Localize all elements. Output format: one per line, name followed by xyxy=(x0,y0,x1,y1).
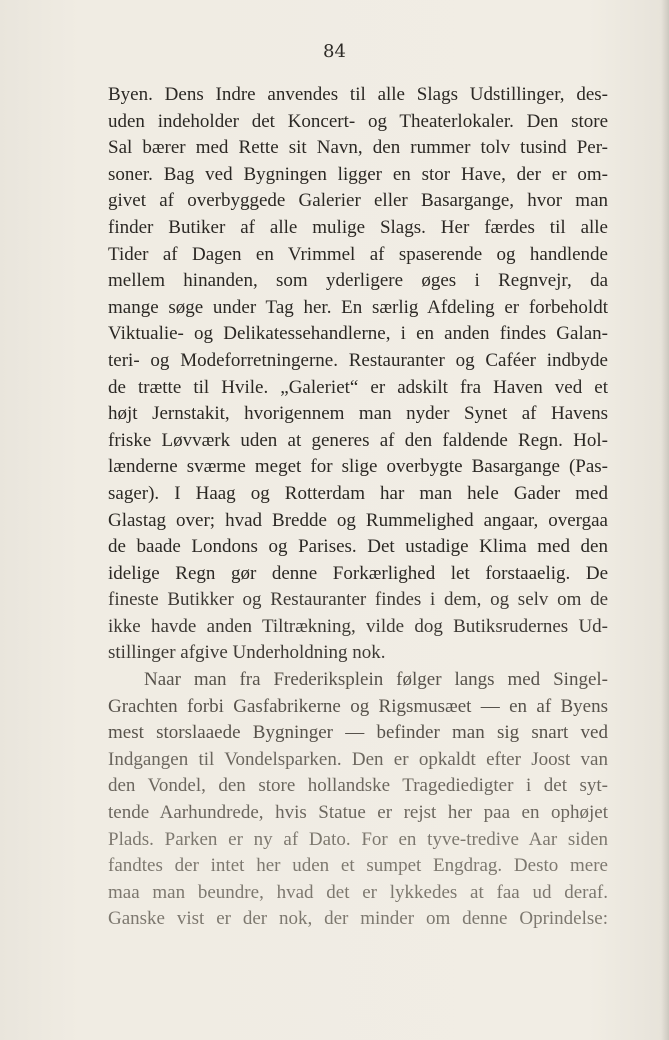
text-line: idelige Regn gør denne Forkærlighed let forstaaelig. De xyxy=(108,562,608,584)
text-line: teri- og Modeforretningerne. Restauranter og Caféer indbyde xyxy=(108,349,608,371)
page-edge-shadow xyxy=(661,0,669,1040)
text-line: tende Aarhundrede, hvis Statue er rejst her paa en ophøjet xyxy=(108,802,608,824)
text-line: Sal bærer med Rette sit Navn, den rummer tolv tusind Per- xyxy=(108,137,608,159)
body-text xyxy=(108,82,608,933)
text-line: Grachten forbi Gasfabrikerne og Rigsmusæet — en af Byens xyxy=(108,695,608,717)
text-line: mange søge under Tag her. En særlig Afdeling er forbeholdt xyxy=(108,296,608,318)
text-line: højt Jernstakit, hvorigennem man nyder Synet af Havens xyxy=(108,403,608,425)
text-line: givet af overbyggede Galerier eller Basargange, hvor man xyxy=(108,190,608,212)
text-line: Plads. Parken er ny af Dato. For en tyve-tredive Aar siden xyxy=(108,828,608,850)
text-line: de trætte til Hvile. „Galeriet“ er adskilt fra Haven ved et xyxy=(108,376,608,398)
text-line: mellem hinanden, som yderligere øges i Regnvejr, da xyxy=(108,270,608,292)
page-number: 84 xyxy=(323,41,346,62)
text-line: de baade Londons og Parises. Det ustadige Klima med den xyxy=(108,536,608,558)
text-line: fineste Butikker og Restauranter findes i dem, og selv om de xyxy=(108,589,608,611)
text-line: sager). I Haag og Rotterdam har man hele Gader med xyxy=(108,482,608,504)
text-line: lænderne sværme meget for slige overbygte Basargange (Pas- xyxy=(108,456,608,478)
text-line: Viktualie- og Delikatessehandlerne, i en anden findes Galan- xyxy=(108,323,608,345)
text-line: mest storslaaede Bygninger — befinder man sig snart ved xyxy=(108,722,608,744)
text-line: friske Løvværk uden at generes af den faldende Regn. Hol- xyxy=(108,429,608,451)
text-line: Tider af Dagen en Vrimmel af spaserende og handlende xyxy=(108,243,608,265)
text-line: finder Butiker af alle mulige Slags. Her færdes til alle xyxy=(108,216,608,238)
text-line: den Vondel, den store hollandske Tragediedigter i det syt- xyxy=(108,775,608,797)
text-line: ikke havde anden Tiltrækning, vilde dog Butiksrudernes Ud- xyxy=(108,615,608,637)
text-line: Indgangen til Vondelsparken. Den er opkaldt efter Joost van xyxy=(108,748,608,770)
text-line: Byen. Dens Indre anvendes til alle Slags Udstillinger, des- xyxy=(108,84,608,105)
text-line: uden indeholder det Koncert- og Theaterlokaler. Den store xyxy=(108,110,608,132)
text-line: Glastag over; hvad Bredde og Rummelighed angaar, overgaa xyxy=(108,509,608,531)
text-line: soner. Bag ved Bygningen ligger en stor Have, der er om- xyxy=(108,163,608,185)
text-line: fandtes der intet her uden et sumpet Engdrag. Desto mere xyxy=(108,855,608,877)
text-line: Ganske vist er der nok, der minder om denne Oprindelse: xyxy=(108,908,608,930)
paragraph-end-line: stillinger afgive Underholdning nok. xyxy=(108,642,386,664)
paragraph-start-line: Naar man fra Frederiksplein følger langs med Singel- xyxy=(144,669,608,691)
text-line: maa man beundre, hvad det er lykkedes at faa ud deraf. xyxy=(108,881,608,903)
